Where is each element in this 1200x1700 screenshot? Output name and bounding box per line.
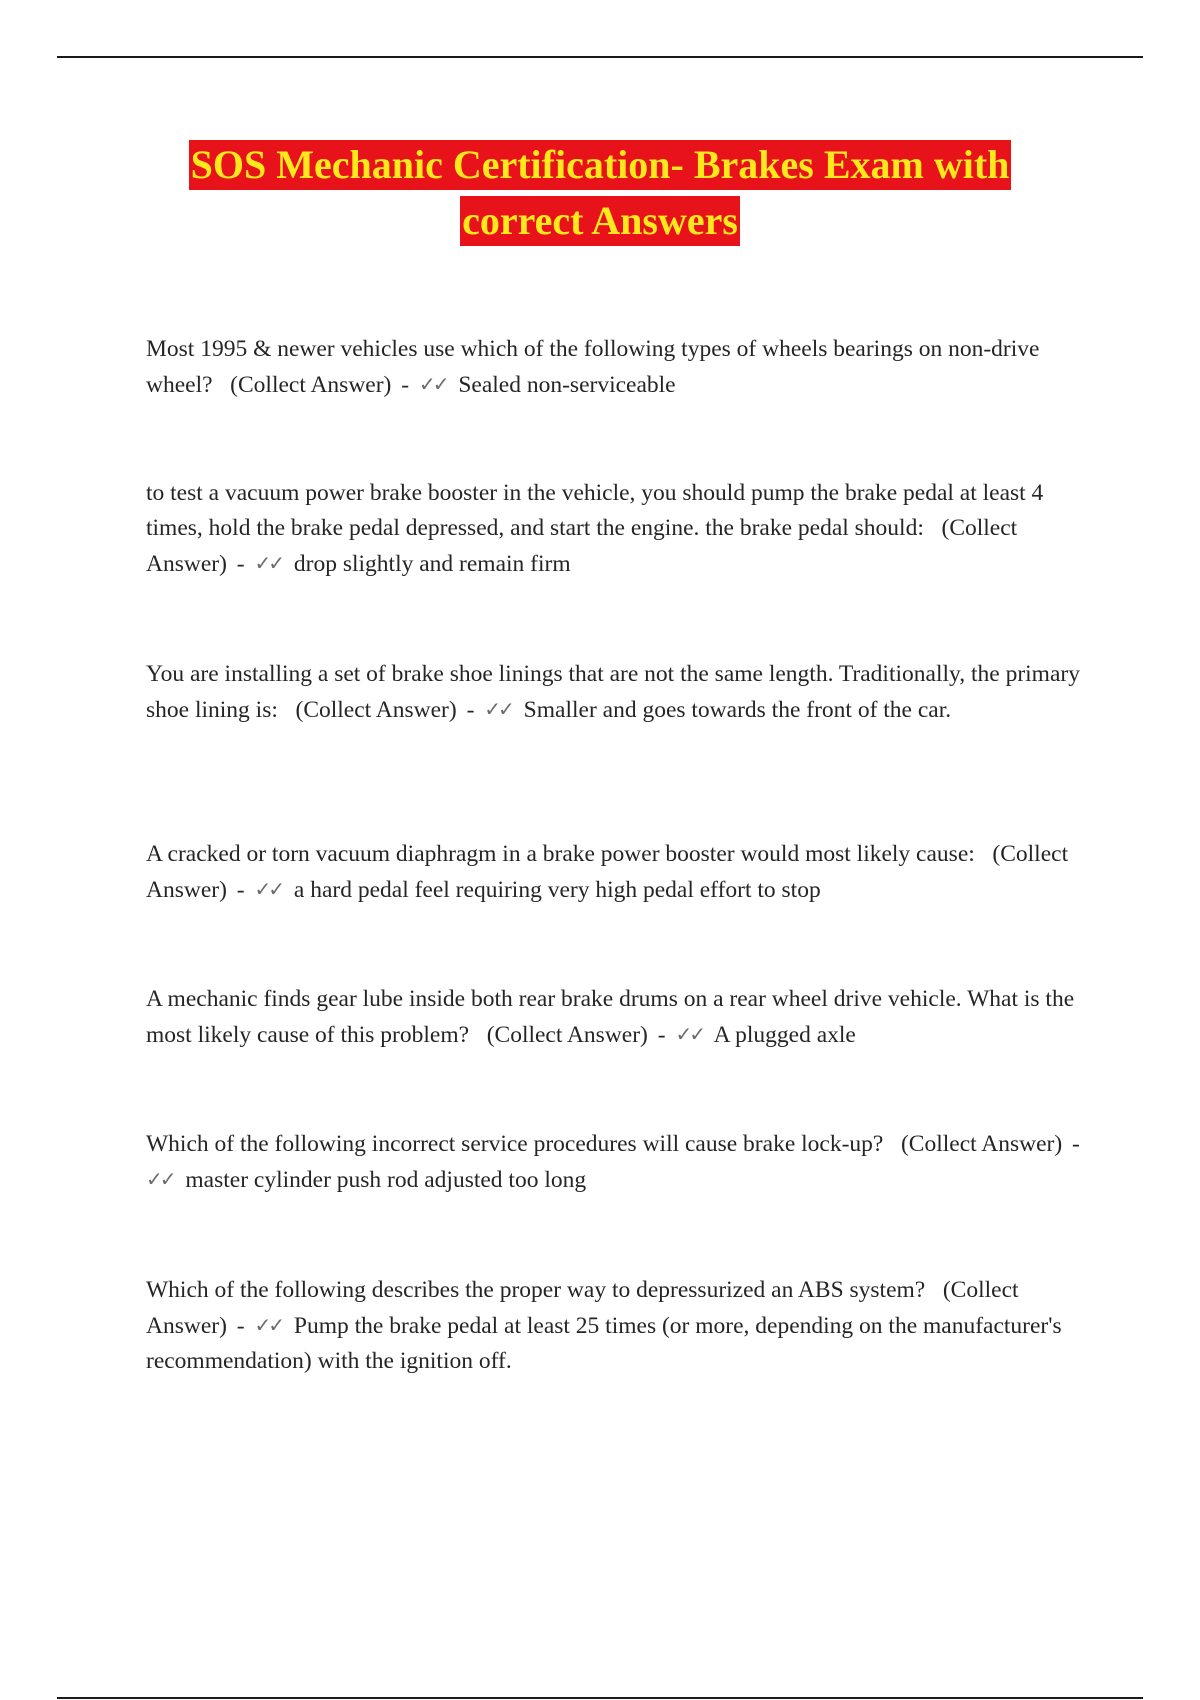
answer-label: (Collect Answer) (146, 1277, 1019, 1339)
double-checkmark-icon: ✓✓ (675, 1022, 703, 1046)
answer-text: master cylinder push rod adjusted too long (185, 1167, 587, 1193)
answer-text: a hard pedal feel requiring very high pedal effort to stop (293, 877, 821, 903)
answer-label: (Collect Answer) (900, 1131, 1063, 1157)
title-line-1: SOS Mechanic Certification- Brakes Exam with (189, 140, 1012, 190)
answer-label: (Collect Answer) (486, 1022, 648, 1048)
answer-label: (Collect Answer) (230, 372, 392, 398)
question-text: A mechanic finds gear lube inside both rear brake drums on a rear wheel drive vehicle. What is the most likely cause of this problem? (146, 986, 1075, 1048)
qa-item-7 (146, 1273, 1096, 1379)
separator: - (401, 372, 410, 398)
separator: - (236, 551, 245, 577)
separator: - (1072, 1131, 1080, 1157)
qa-item-4 (146, 837, 1096, 908)
separator: - (236, 1313, 245, 1339)
answer-text: A plugged axle (713, 1022, 856, 1048)
double-checkmark-icon: ✓✓ (254, 551, 283, 575)
answer-label: (Collect Answer) (146, 841, 1069, 903)
qa-item-2 (146, 476, 1096, 582)
header-rule (57, 56, 1143, 58)
answer-label: (Collect Answer) (295, 697, 457, 723)
separator: - (236, 877, 245, 903)
double-checkmark-icon: ✓✓ (418, 372, 447, 396)
separator: - (657, 1022, 666, 1048)
title-line-2: correct Answers (460, 196, 740, 246)
qa-item-5 (146, 982, 1096, 1053)
document-title (0, 140, 1200, 252)
separator: - (466, 697, 475, 723)
question-text: A cracked or torn vacuum diaphragm in a brake power booster would most likely cause: (146, 841, 975, 867)
double-checkmark-icon: ✓✓ (254, 1313, 283, 1337)
double-checkmark-icon: ✓✓ (254, 877, 283, 901)
qa-item-6 (146, 1127, 1096, 1198)
question-text: Which of the following incorrect service procedures will cause brake lock-up? (146, 1131, 884, 1157)
qa-item-3 (146, 657, 1096, 728)
question-text: You are installing a set of brake shoe linings that are not the same length. Traditionally, the primary shoe lining is: (146, 661, 1080, 723)
answer-label: (Collect Answer) (146, 515, 1018, 577)
answer-text: drop slightly and remain firm (293, 551, 571, 577)
footer-rule (57, 1697, 1143, 1699)
question-text: Which of the following describes the proper way to depressurized an ABS system? (146, 1277, 926, 1303)
answer-text: Sealed non-serviceable (458, 372, 676, 398)
double-checkmark-icon: ✓✓ (146, 1167, 174, 1191)
double-checkmark-icon: ✓✓ (484, 697, 512, 721)
answer-text: Pump the brake pedal at least 25 times (or more, depending on the manufacturer's recommendation) with the ignition off. (146, 1313, 1062, 1374)
question-text: to test a vacuum power brake booster in the vehicle, you should pump the brake pedal at least 4 times, hold the brake pedal depressed, and start the engine. the brake pedal should: (146, 480, 1044, 541)
question-text: Most 1995 & newer vehicles use which of the following types of wheels bearings on non-drive wheel? (146, 336, 1040, 398)
answer-text: Smaller and goes towards the front of the car. (523, 697, 952, 723)
qa-item-1 (146, 332, 1096, 403)
